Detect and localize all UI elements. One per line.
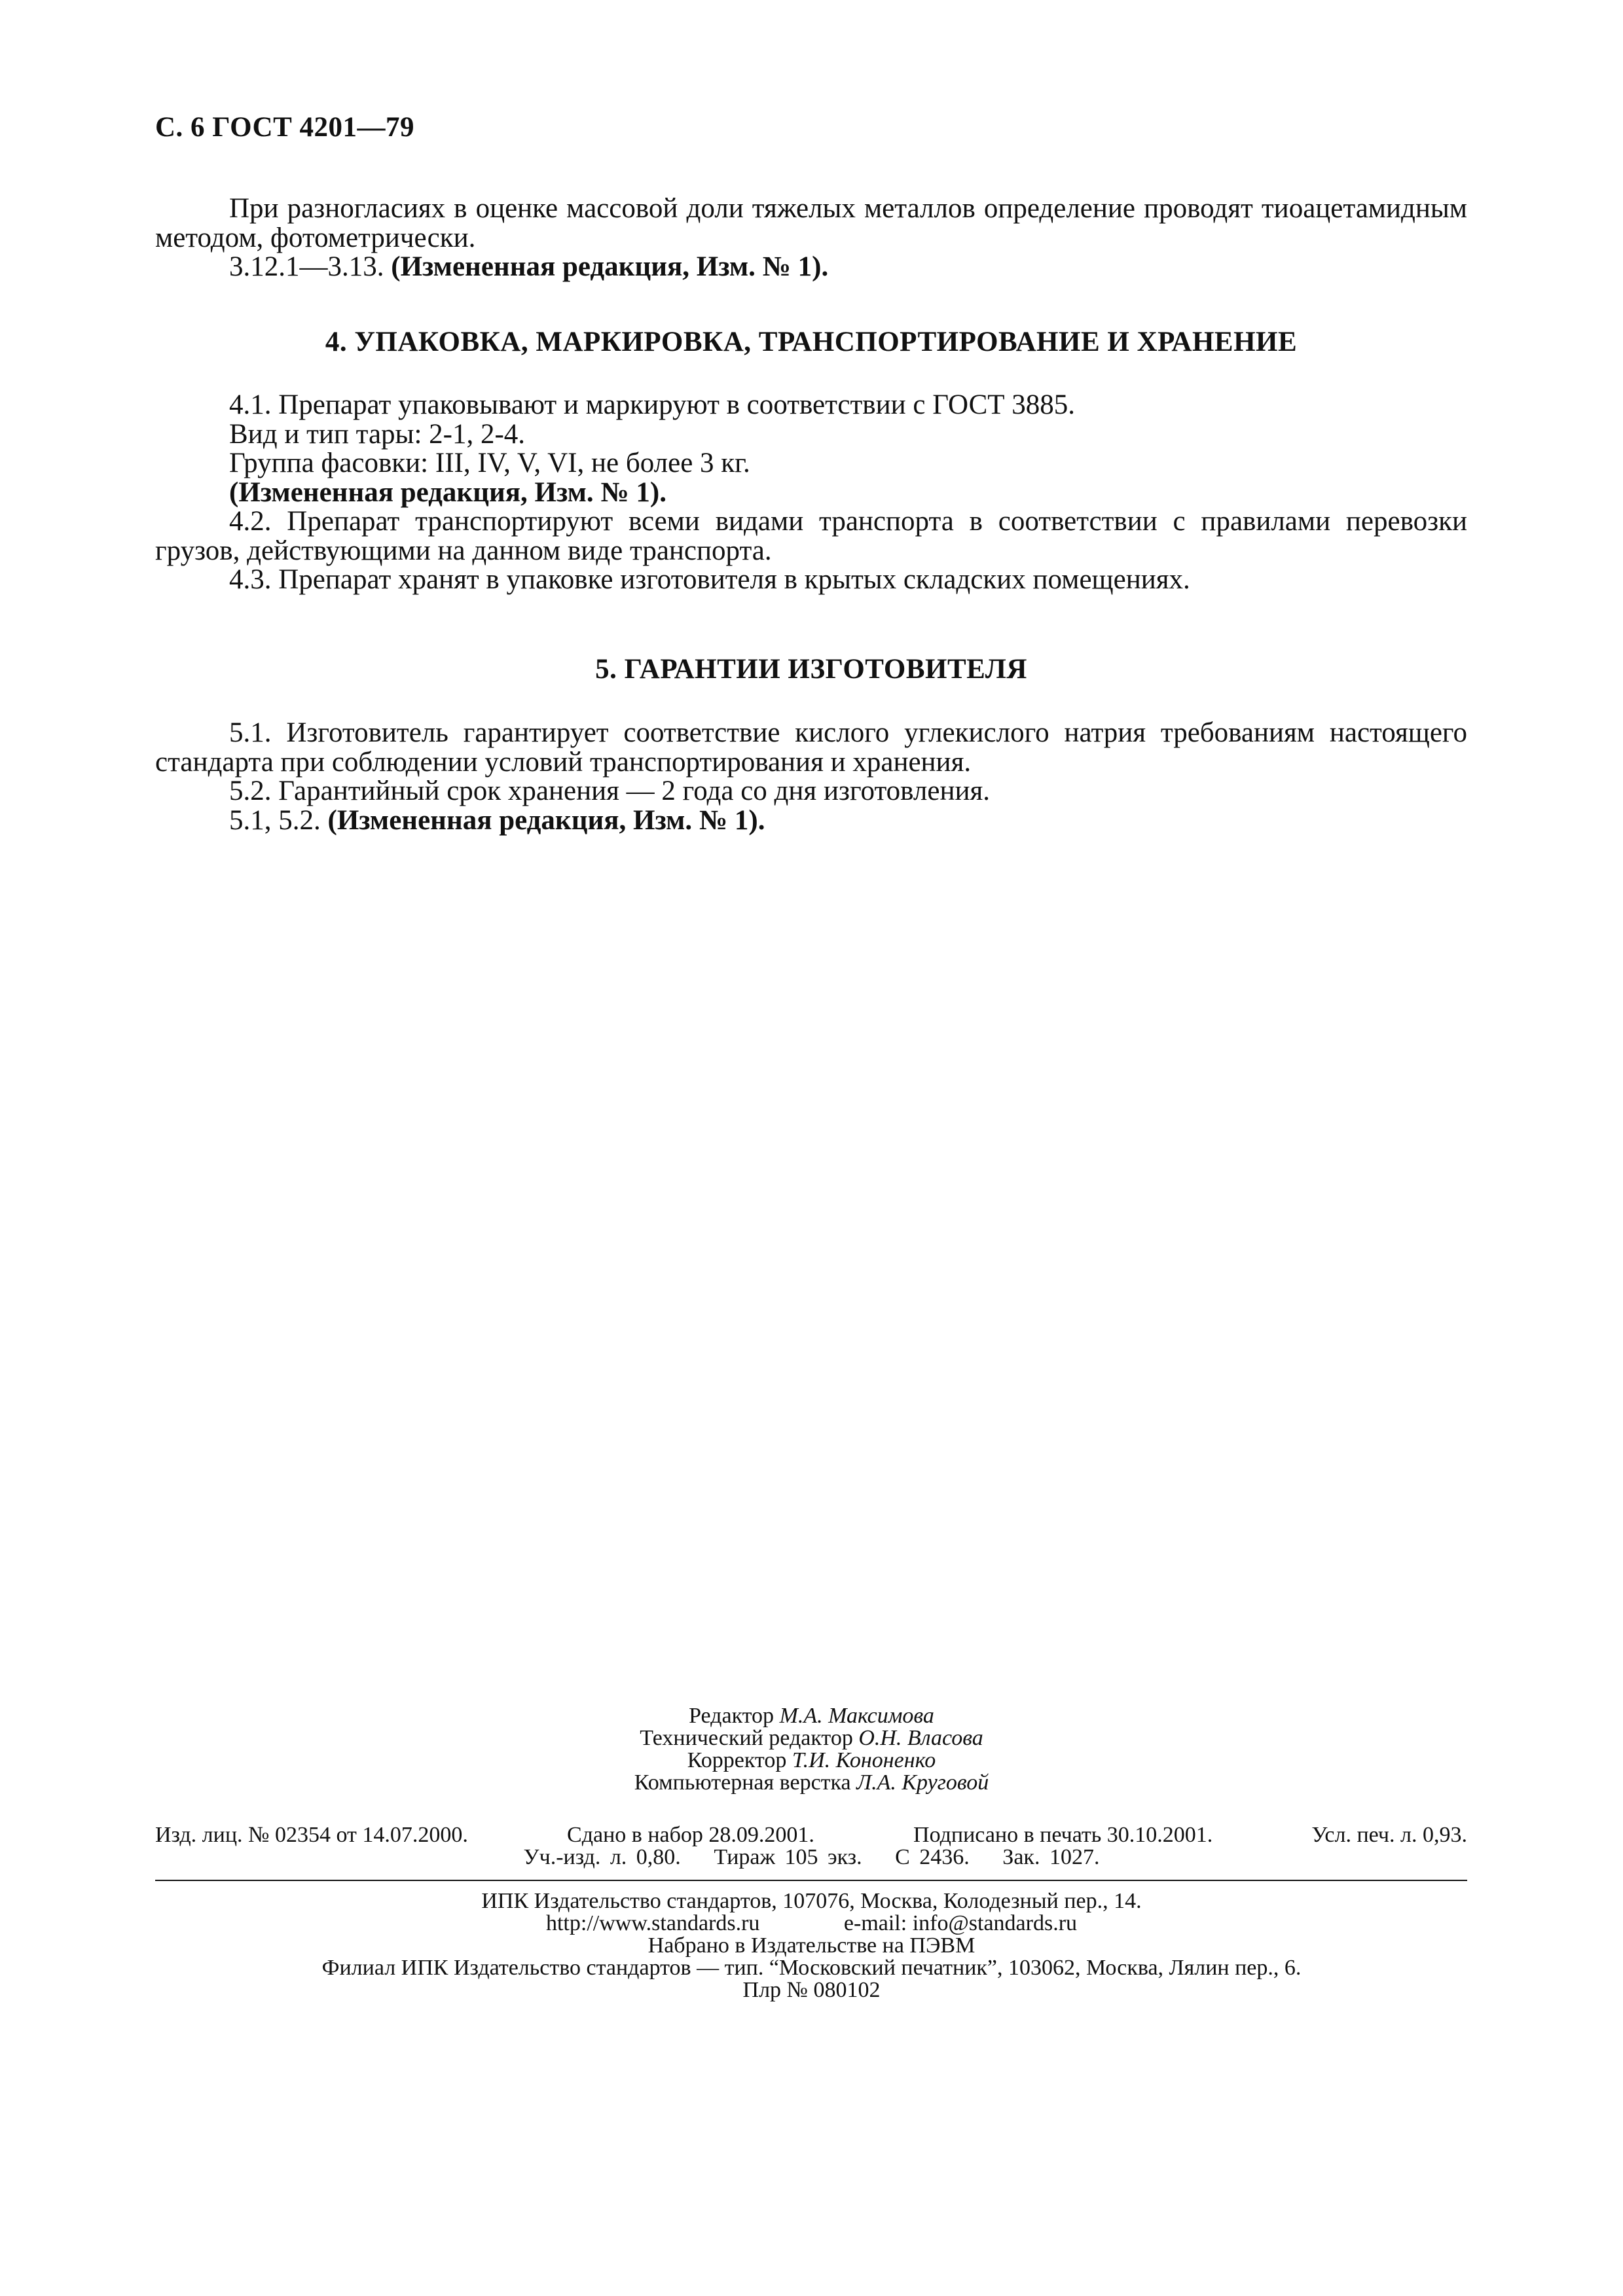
page-header: С. 6 ГОСТ 4201—79 <box>155 112 415 143</box>
paragraph-packing-group: Группа фасовки: III, IV, V, VI, не более 3 кг. <box>229 448 750 478</box>
paragraph-4-3: 4.3. Препарат хранят в упаковке изготовителя в крытых складских помещениях. <box>229 564 1190 595</box>
paragraph-heavy-metals: При разногласиях в оценке массовой доли тяжелых металлов определение проводят тиоацетамидным методом, фотометрически. <box>155 193 1467 253</box>
credit-layout <box>0 1772 1623 1794</box>
credit-name: Л.А. Круговой <box>856 1770 989 1795</box>
paragraph-5-1: 5.1. Изготовитель гарантирует соответствие кислого углекислого натрия требованиям настоящего стандарта при соблюдении условий транспортирования и хранения. <box>155 717 1467 778</box>
divider-line <box>155 1880 1467 1881</box>
paragraph-amendment-4: (Измененная редакция, Изм. № 1). <box>229 476 666 508</box>
credit-role: Компьютерная верстка <box>634 1770 851 1795</box>
section5-body <box>155 719 1467 835</box>
section4-body <box>155 391 1467 595</box>
imprint-c-number: С 2436. <box>895 1845 970 1869</box>
credit-tech-editor <box>0 1727 1623 1749</box>
section3-tail <box>155 194 1467 282</box>
publisher-block <box>0 1890 1623 2001</box>
amendment-ref: 3.12.1—3.13. <box>229 251 384 282</box>
amendment-note: (Измененная редакция, Изм. № 1). <box>391 251 829 282</box>
section4-title: 4. УПАКОВКА, МАРКИРОВКА, ТРАНСПОРТИРОВАНИЕ И ХРАНЕНИЕ <box>325 327 1298 357</box>
credit-editor <box>0 1705 1623 1727</box>
credit-name: Т.И. Кононенко <box>792 1748 936 1772</box>
publisher-plr: Плр № 080102 <box>742 1978 881 2002</box>
paragraph-amendment-3 <box>155 253 1467 282</box>
credit-corrector <box>0 1749 1623 1772</box>
paragraph-amendment-5 <box>155 806 1467 836</box>
imprint-line-1 <box>155 1824 1467 1846</box>
credit-name: О.Н. Власова <box>858 1726 983 1750</box>
imprint-print-sheets: Усл. печ. л. 0,93. <box>1311 1823 1467 1847</box>
section5-title: 5. ГАРАНТИИ ИЗГОТОВИТЕЛЯ <box>595 654 1027 685</box>
publisher-email: e-mail: info@standards.ru <box>843 1911 1078 1935</box>
credit-role: Редактор <box>689 1704 775 1728</box>
credit-role: Технический редактор <box>640 1726 853 1750</box>
publisher-website: http://www.standards.ru <box>545 1911 760 1935</box>
imprint-license: Изд. лиц. № 02354 от 14.07.2000. <box>155 1823 468 1847</box>
imprint-circulation: Тираж 105 экз. <box>714 1845 862 1869</box>
credit-role: Корректор <box>687 1748 787 1772</box>
amendment-note: (Измененная редакция, Изм. № 1). <box>327 804 765 836</box>
imprint-signed: Подписано в печать 30.10.2001. <box>913 1823 1213 1847</box>
credits-block <box>0 1705 1623 1794</box>
imprint-typeset: Сдано в набор 28.09.2001. <box>567 1823 814 1847</box>
paragraph-5-2: 5.2. Гарантийный срок хранения — 2 года со дня изготовления. <box>229 776 991 806</box>
publisher-branch: Филиал ИПК Издательство стандартов — тип. “Московский печатник”, 103062, Москва, Лялин пер., 6. <box>321 1956 1302 1980</box>
imprint-order: Зак. 1027. <box>1002 1845 1100 1869</box>
paragraph-4-1: 4.1. Препарат упаковывают и маркируют в соответствии с ГОСТ 3885. <box>229 389 1076 420</box>
amendment-ref: 5.1, 5.2. <box>229 804 321 836</box>
paragraph-4-2: 4.2. Препарат транспортируют всеми видами транспорта в соответствии с правилами перевозки грузов, действующими на данном виде транспорта. <box>155 506 1467 566</box>
paragraph-tare: Вид и тип тары: 2-1, 2-4. <box>229 418 526 450</box>
publisher-address: ИПК Издательство стандартов, 107076, Москва, Колодезный пер., 14. <box>481 1889 1142 1913</box>
publisher-typeset-note: Набрано в Издательстве на ПЭВМ <box>647 1933 976 1958</box>
credit-name: М.А. Максимова <box>779 1704 934 1728</box>
publisher-web <box>0 1912 1623 1935</box>
imprint-pub-sheets: Уч.-изд. л. 0,80. <box>523 1845 681 1869</box>
imprint-line-2 <box>0 1846 1623 1869</box>
